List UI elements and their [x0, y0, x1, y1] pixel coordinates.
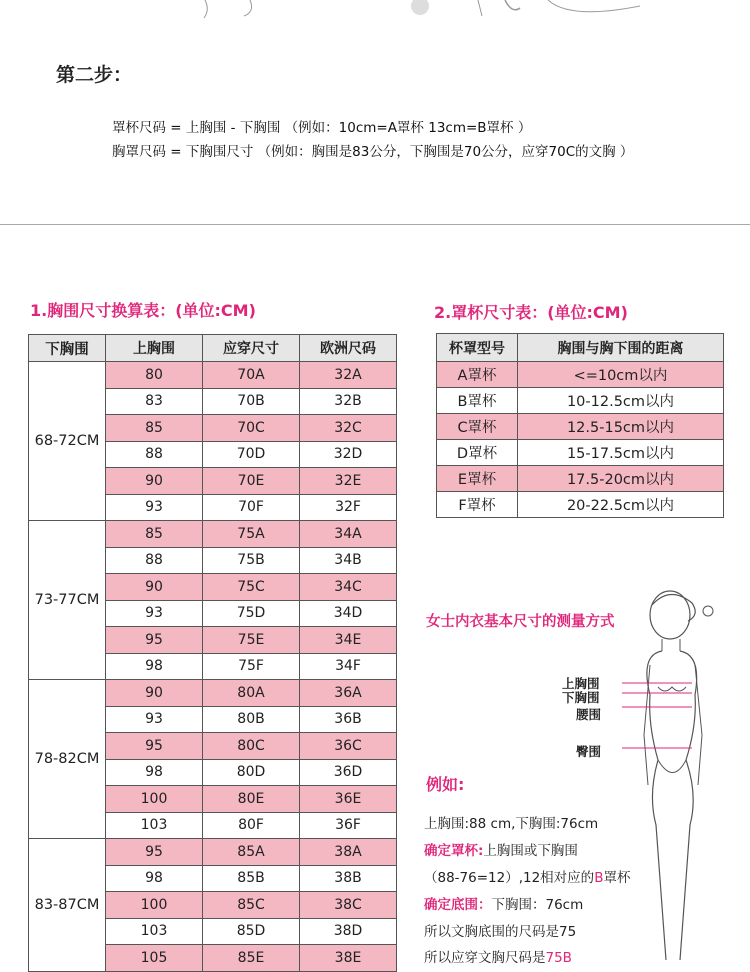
step-title: 第二步： — [56, 64, 133, 86]
size-cell: 70A — [203, 362, 300, 389]
cup-type-cell: F罩杯 — [437, 492, 518, 518]
size-cell: 70B — [203, 388, 300, 415]
table-row — [29, 362, 397, 389]
upper-bust-cell: 93 — [106, 600, 203, 627]
eu-size-cell: 32E — [300, 468, 397, 495]
upper-bust-cell: 88 — [106, 547, 203, 574]
size-cell: 75B — [203, 547, 300, 574]
size-cell: 80E — [203, 786, 300, 813]
example-line-5: 所以文胸底围的尺码是75 — [424, 924, 577, 940]
cup-table-body — [437, 362, 724, 518]
example-label: 确定底围： — [424, 897, 492, 913]
cup-type-cell: D罩杯 — [437, 440, 518, 466]
cup-type-cell: B罩杯 — [437, 388, 518, 414]
upper-bust-cell: 100 — [106, 786, 203, 813]
upper-bust-label: 上胸围 — [562, 676, 600, 691]
eu-size-cell: 32A — [300, 362, 397, 389]
size-cell: 80C — [203, 733, 300, 760]
table-row — [437, 440, 724, 466]
table-row — [29, 839, 397, 866]
waist-label: 腰围 — [576, 707, 602, 722]
example-line-6 — [424, 946, 572, 966]
cup-type-cell: E罩杯 — [437, 466, 518, 492]
cup-formula: 罩杯尺码 = 上胸围 - 下胸围 （例如：10cm=A罩杯 13cm=B罩杯 ） — [112, 120, 532, 136]
col-header: 下胸围 — [29, 335, 106, 362]
under-bust-label: 下胸围 — [562, 690, 600, 705]
eu-size-cell: 38E — [300, 945, 397, 972]
eu-size-cell: 38C — [300, 892, 397, 919]
cup-table-title: 2.罩杯尺寸表：(单位:CM) — [434, 303, 628, 322]
upper-bust-cell: 93 — [106, 494, 203, 521]
under-bust-range-cell: 83-87CM — [29, 839, 106, 972]
cup-distance-cell: 20-22.5cm以内 — [518, 492, 724, 518]
upper-bust-cell: 98 — [106, 653, 203, 680]
size-conversion-table — [28, 334, 397, 972]
table-row — [29, 680, 397, 707]
cup-distance-cell: 15-17.5cm以内 — [518, 440, 724, 466]
upper-bust-cell: 90 — [106, 468, 203, 495]
size-cell: 75E — [203, 627, 300, 654]
example-label: 确定罩杯: — [424, 843, 484, 859]
upper-bust-cell: 103 — [106, 918, 203, 945]
upper-bust-cell: 83 — [106, 388, 203, 415]
example-line-3 — [424, 866, 630, 886]
size-cell: 75F — [203, 653, 300, 680]
table-row — [437, 388, 724, 414]
eu-size-cell: 38B — [300, 865, 397, 892]
size-cell: 85C — [203, 892, 300, 919]
table-row — [437, 362, 724, 388]
example-text: 罩杯 — [603, 870, 631, 886]
eu-size-cell: 34C — [300, 574, 397, 601]
cup-size-table — [436, 333, 724, 518]
upper-bust-cell: 98 — [106, 759, 203, 786]
size-cell: 75D — [203, 600, 300, 627]
size-cell: 85B — [203, 865, 300, 892]
top-sketch-decoration — [0, 0, 750, 20]
example-text: 上胸围或下胸围 — [483, 843, 578, 859]
upper-bust-cell: 90 — [106, 680, 203, 707]
upper-bust-cell: 85 — [106, 415, 203, 442]
eu-size-cell: 36A — [300, 680, 397, 707]
example-line-4 — [424, 893, 583, 913]
cup-distance-cell: 10-12.5cm以内 — [518, 388, 724, 414]
upper-bust-cell: 95 — [106, 627, 203, 654]
under-bust-range-cell: 68-72CM — [29, 362, 106, 521]
example-highlight: B — [594, 870, 604, 886]
eu-size-cell: 36C — [300, 733, 397, 760]
cup-type-cell: A罩杯 — [437, 362, 518, 388]
bra-formula: 胸罩尺码 = 下胸围尺寸 （例如：胸围是83公分，下胸围是70公分，应穿70C的文胸 ） — [112, 144, 634, 160]
upper-bust-cell: 88 — [106, 441, 203, 468]
eu-size-cell: 34D — [300, 600, 397, 627]
size-cell: 80A — [203, 680, 300, 707]
upper-bust-cell: 103 — [106, 812, 203, 839]
cup-distance-cell: <=10cm以内 — [518, 362, 724, 388]
example-title: 例如: — [426, 775, 465, 794]
table-row — [29, 521, 397, 548]
size-cell: 70F — [203, 494, 300, 521]
cup-distance-cell: 12.5-15cm以内 — [518, 414, 724, 440]
table-header-row — [29, 335, 397, 362]
eu-size-cell: 32D — [300, 441, 397, 468]
upper-bust-cell: 93 — [106, 706, 203, 733]
eu-size-cell: 34E — [300, 627, 397, 654]
eu-size-cell: 34F — [300, 653, 397, 680]
table-row — [437, 492, 724, 518]
table-header-row — [437, 334, 724, 362]
eu-size-cell: 36D — [300, 759, 397, 786]
size-cell: 75A — [203, 521, 300, 548]
divider — [0, 224, 750, 225]
col-header: 上胸围 — [106, 335, 203, 362]
size-cell: 70E — [203, 468, 300, 495]
size-cell: 80F — [203, 812, 300, 839]
example-text: （88-76=12）,12相对应的 — [424, 870, 595, 886]
upper-bust-cell: 90 — [106, 574, 203, 601]
upper-bust-cell: 85 — [106, 521, 203, 548]
col-header: 欧洲尺码 — [300, 335, 397, 362]
measure-title: 女士内衣基本尺寸的测量方式 — [426, 614, 615, 630]
eu-size-cell: 32B — [300, 388, 397, 415]
under-bust-range-cell: 78-82CM — [29, 680, 106, 839]
eu-size-cell: 34B — [300, 547, 397, 574]
hip-label: 臀围 — [576, 744, 602, 759]
col-header: 胸围与胸下围的距离 — [518, 334, 724, 362]
col-header: 杯罩型号 — [437, 334, 518, 362]
eu-size-cell: 32C — [300, 415, 397, 442]
example-line-1: 上胸围:88 cm,下胸围:76cm — [424, 816, 599, 832]
under-bust-range-cell: 73-77CM — [29, 521, 106, 680]
table-row — [437, 466, 724, 492]
size-cell: 70C — [203, 415, 300, 442]
size-table-body — [29, 362, 397, 972]
size-cell: 80B — [203, 706, 300, 733]
size-cell: 85A — [203, 839, 300, 866]
eu-size-cell: 38D — [300, 918, 397, 945]
example-highlight: 75B — [545, 950, 572, 966]
cup-type-cell: C罩杯 — [437, 414, 518, 440]
size-table-title: 1.胸围尺寸换算表：(单位:CM) — [30, 301, 256, 320]
size-cell: 75C — [203, 574, 300, 601]
example-text: 下胸围：76cm — [491, 897, 584, 913]
eu-size-cell: 36E — [300, 786, 397, 813]
upper-bust-cell: 95 — [106, 839, 203, 866]
eu-size-cell: 32F — [300, 494, 397, 521]
eu-size-cell: 36F — [300, 812, 397, 839]
col-header: 应穿尺寸 — [203, 335, 300, 362]
size-cell: 85E — [203, 945, 300, 972]
example-text: 所以应穿文胸尺码是 — [424, 950, 546, 966]
size-cell: 70D — [203, 441, 300, 468]
eu-size-cell: 34A — [300, 521, 397, 548]
table-row — [437, 414, 724, 440]
cup-distance-cell: 17.5-20cm以内 — [518, 466, 724, 492]
example-line-2 — [424, 839, 578, 859]
eu-size-cell: 36B — [300, 706, 397, 733]
size-cell: 85D — [203, 918, 300, 945]
upper-bust-cell: 80 — [106, 362, 203, 389]
upper-bust-cell: 95 — [106, 733, 203, 760]
upper-bust-cell: 105 — [106, 945, 203, 972]
upper-bust-cell: 98 — [106, 865, 203, 892]
upper-bust-cell: 100 — [106, 892, 203, 919]
eu-size-cell: 38A — [300, 839, 397, 866]
size-cell: 80D — [203, 759, 300, 786]
